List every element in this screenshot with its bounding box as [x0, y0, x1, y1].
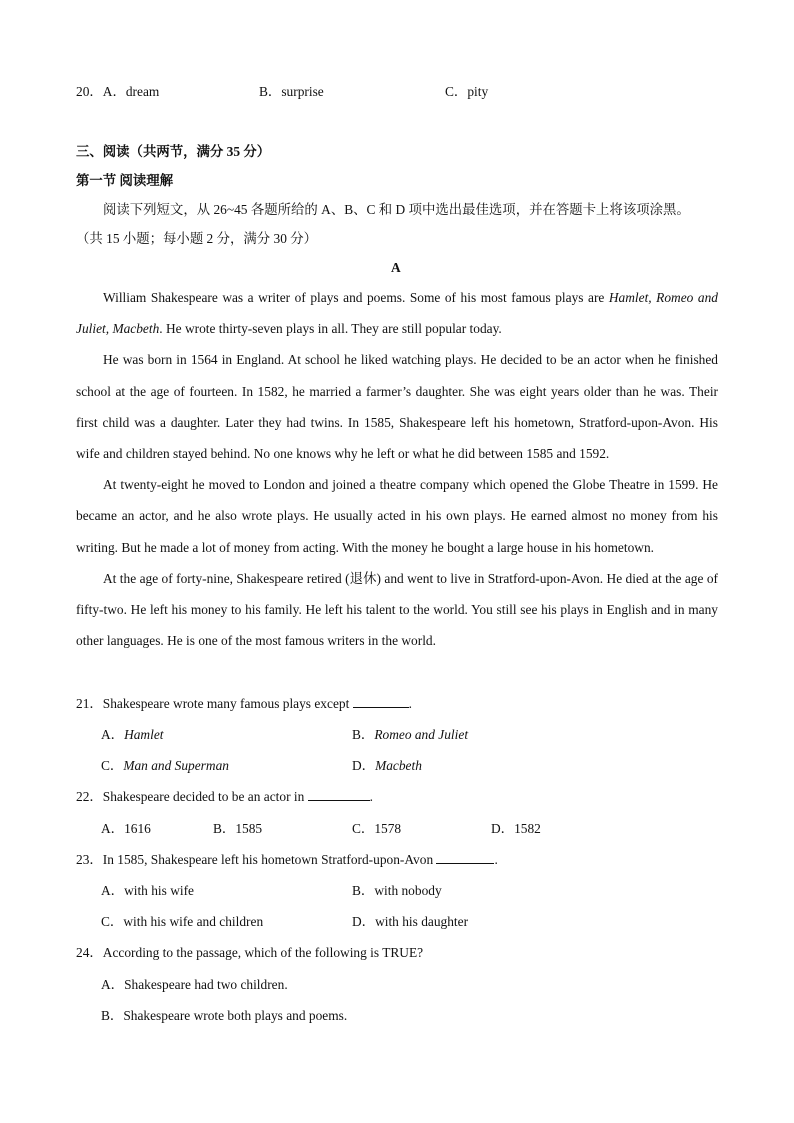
passage-paragraph-3: At twenty-eight he moved to London and joined a theatre company which opened the Globe Theatre in 1599. He became an actor, and he also wrote plays. He usually acted in his own plays. He earned almost no money from his writing. But he made a lot of money from acting. With the money he bought a large house in his hometown. — [76, 477, 718, 555]
option-letter: A． — [101, 883, 125, 898]
option-letter: D． — [352, 758, 376, 773]
passage-paragraph-1: William Shakespeare was a writer of plays and poems. Some of his most famous plays are Hamlet, Romeo and Juliet, Macbeth. He wrote thirty-seven plays in all. They are still popular today. — [76, 290, 718, 337]
question-24-option-b[interactable] — [101, 1007, 347, 1025]
option-letter: B． — [259, 84, 282, 99]
option-letter: D． — [352, 914, 376, 929]
option-text: surprise — [281, 84, 324, 99]
question-stem: Shakespeare decided to be an actor in — [102, 789, 308, 804]
option-letter: B． — [352, 883, 375, 898]
option-letter: A． — [101, 727, 125, 742]
answer-blank[interactable] — [436, 851, 494, 864]
question-21-option-a[interactable] — [101, 726, 163, 744]
instruction-line-1: 阅读下列短文，从 26~45 各题所给的 A、B、C 和 D 项中选出最佳选项，并在答题卡上将该项涂黑。 — [103, 202, 690, 217]
option-letter: B． — [213, 821, 236, 836]
question-23-option-b[interactable] — [352, 882, 442, 900]
option-letter: B． — [352, 727, 375, 742]
option-letter: B． — [101, 1008, 124, 1023]
option-text: 1616 — [124, 821, 151, 836]
question-22-option-a[interactable] — [101, 820, 151, 838]
question-23-option-c[interactable] — [101, 913, 263, 931]
option-text: with his wife and children — [123, 914, 264, 929]
option-letter: A． — [101, 977, 125, 992]
answer-blank[interactable] — [353, 695, 409, 708]
question-22-option-c[interactable] — [352, 820, 401, 838]
question-22: 22．Shakespeare decided to be an actor in . — [76, 789, 374, 804]
option-letter: C． — [101, 914, 124, 929]
question-22-option-b[interactable] — [213, 820, 262, 838]
option-letter: A． — [102, 84, 126, 99]
question-number: 20． — [76, 84, 103, 99]
question-24 — [76, 944, 423, 962]
question-21-option-b[interactable] — [352, 726, 468, 744]
question-20 — [76, 83, 159, 101]
option-text: Romeo and Juliet — [374, 727, 469, 742]
answer-blank[interactable] — [308, 788, 370, 801]
passage-label: A — [391, 260, 401, 275]
option-text: Shakespeare wrote both plays and poems. — [123, 1008, 348, 1023]
option-text: 1582 — [514, 821, 541, 836]
question-23-option-a[interactable] — [101, 882, 194, 900]
section-heading: 三、阅读（共两节，满分 35 分） — [76, 144, 271, 159]
question-stem: Shakespeare wrote many famous plays except — [102, 696, 353, 711]
option-text: 1585 — [235, 821, 263, 836]
option-text: 1578 — [374, 821, 402, 836]
section-subheading: 第一节 阅读理解 — [76, 173, 174, 188]
question-number: 23． — [76, 852, 103, 867]
option-text: Man and Superman — [123, 758, 229, 773]
question-22-option-d[interactable] — [491, 820, 541, 838]
question-20-option-c — [445, 83, 488, 101]
question-24-option-a[interactable] — [101, 976, 288, 994]
question-number: 24． — [76, 945, 103, 960]
question-21-option-c[interactable] — [101, 757, 229, 775]
option-text: with nobody — [374, 883, 442, 898]
option-letter: C． — [352, 821, 375, 836]
question-21: 21．Shakespeare wrote many famous plays except . — [76, 696, 413, 711]
option-text: Shakespeare had two children. — [124, 977, 288, 992]
option-text: dream — [125, 84, 160, 99]
option-letter: C． — [101, 758, 124, 773]
question-21-option-d[interactable] — [352, 757, 422, 775]
question-23: 23．In 1585, Shakespeare left his hometown Stratford-upon-Avon . — [76, 852, 498, 867]
option-text: Macbeth — [375, 758, 422, 773]
question-stem: In 1585, Shakespeare left his hometown Stratford-upon-Avon — [102, 852, 437, 867]
option-text: with his wife — [124, 883, 194, 898]
option-text: Hamlet — [124, 727, 164, 742]
question-number: 22． — [76, 789, 103, 804]
option-letter: D． — [491, 821, 515, 836]
question-23-option-d[interactable] — [352, 913, 468, 931]
option-text: with his daughter — [375, 914, 469, 929]
question-stem: According to the passage, which of the following is TRUE? — [102, 945, 424, 960]
famous-plays: Hamlet, Romeo and Juliet, Macbeth — [76, 290, 718, 337]
option-letter: C． — [445, 84, 468, 99]
passage-paragraph-4: At the age of forty-nine, Shakespeare retired (退休) and went to live in Stratford-upon-Avon. He died at the age of fifty-two. He left his money to his family. He left his talent to the world. You still see his plays in English and in many other languages. He is one of the most famous writers in the world. — [76, 570, 718, 649]
option-letter: A． — [101, 821, 125, 836]
instruction-line-2: （共 15 小题；每小题 2 分，满分 30 分） — [76, 231, 318, 246]
passage-body — [76, 282, 718, 656]
passage-paragraph-2: He was born in 1564 in England. At school he liked watching plays. He decided to be an actor when he finished school at the age of fourteen. In 1582, he married a farmer’s daughter. She was eight years older than he was. Their first child was a daughter. Later they had twins. In 1585, Shakespeare left his hometown, Stratford-upon-Avon. His wife and children stayed behind. No one knows why he left or what he did between 1585 and 1592. — [76, 352, 718, 462]
question-20-option-b — [259, 83, 324, 101]
question-number: 21． — [76, 696, 103, 711]
option-text: pity — [467, 84, 489, 99]
